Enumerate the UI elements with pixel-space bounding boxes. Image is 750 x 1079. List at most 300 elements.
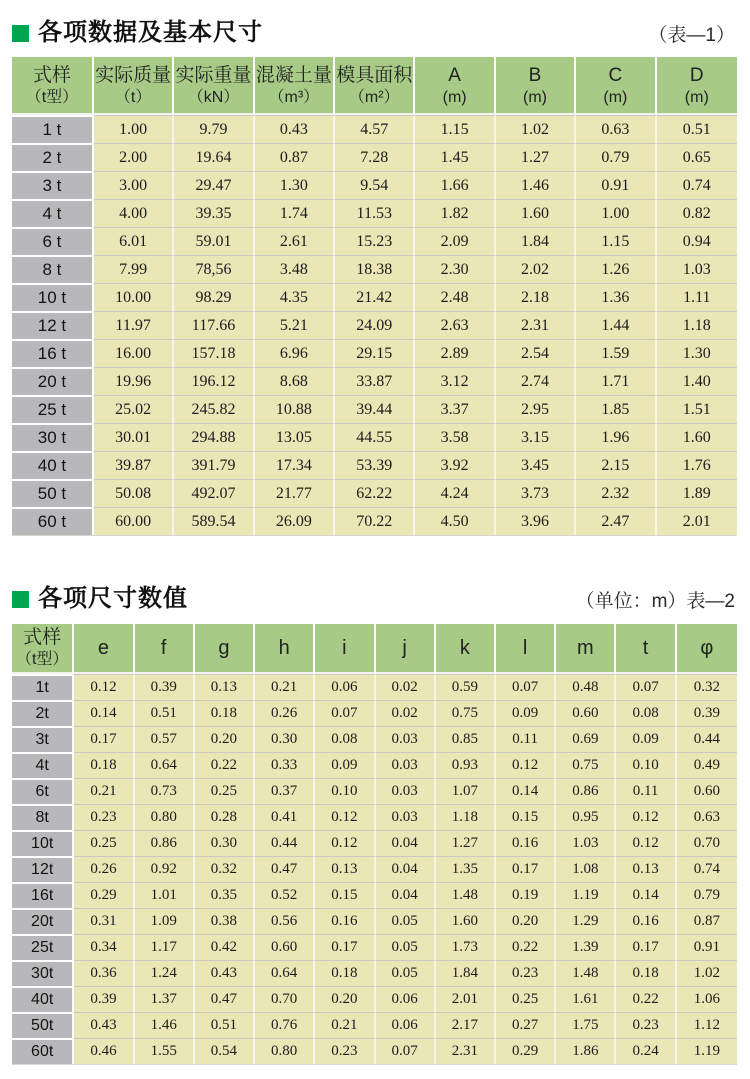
value-cell: 0.54 [195,1038,255,1064]
row-label-cell: 8 t [12,255,94,283]
value-cell: 4.24 [415,479,495,507]
section1-title-row [12,20,735,46]
value-cell: 0.91 [576,171,656,199]
column-header-cell: l [496,624,556,674]
value-cell: 492.07 [174,479,254,507]
value-cell: 0.52 [255,882,315,908]
value-cell: 0.92 [135,856,195,882]
value-cell: 0.32 [195,856,255,882]
value-cell: 0.16 [315,908,375,934]
value-cell: 1.44 [576,311,656,339]
value-cell: 7.99 [94,255,174,283]
value-cell: 19.64 [174,143,254,171]
value-cell: 0.03 [376,804,436,830]
value-cell: 1.46 [135,1012,195,1038]
value-cell: 3.48 [255,255,335,283]
value-cell: 1.59 [576,339,656,367]
table-row [12,778,737,804]
table-row [12,311,737,339]
value-cell: 1.30 [255,171,335,199]
value-cell: 0.25 [74,830,134,856]
value-cell: 0.15 [315,882,375,908]
value-cell: 19.96 [94,367,174,395]
table-row [12,479,737,507]
value-cell: 0.14 [496,778,556,804]
value-cell: 1.55 [135,1038,195,1064]
value-cell: 0.91 [677,934,737,960]
value-cell: 0.12 [315,830,375,856]
section2-title: 各项尺寸数值 [38,585,188,613]
value-cell: 1.24 [135,960,195,986]
value-cell: 0.95 [556,804,616,830]
value-cell: 6.01 [94,227,174,255]
value-cell: 24.09 [335,311,415,339]
value-cell: 0.07 [315,700,375,726]
value-cell: 0.07 [496,674,556,700]
value-cell: 0.10 [616,752,676,778]
row-label-cell: 10t [12,830,74,856]
table-row [12,507,737,535]
value-cell: 1.85 [576,395,656,423]
row-label-cell: 50 t [12,479,94,507]
value-cell: 0.20 [195,726,255,752]
value-cell: 1.48 [436,882,496,908]
table-row [12,451,737,479]
table-row [12,1012,737,1038]
table-row [12,700,737,726]
value-cell: 0.20 [496,908,556,934]
column-header-cell: C (m) [576,57,656,115]
value-cell: 0.43 [255,115,335,143]
table-row [12,115,737,143]
value-cell: 0.17 [496,856,556,882]
table-row [12,199,737,227]
value-cell: 0.46 [74,1038,134,1064]
value-cell: 0.09 [496,700,556,726]
column-header-cell: t [616,624,676,674]
value-cell: 1.30 [657,339,737,367]
value-cell: 0.94 [657,227,737,255]
column-header-cell: i [315,624,375,674]
value-cell: 2.15 [576,451,656,479]
value-cell: 0.47 [195,986,255,1012]
value-cell: 3.96 [496,507,576,535]
value-cell: 0.23 [315,1038,375,1064]
value-cell: 0.18 [616,960,676,986]
value-cell: 53.39 [335,451,415,479]
column-header-cell: g [195,624,255,674]
value-cell: 1.19 [677,1038,737,1064]
value-cell: 1.02 [496,115,576,143]
column-header-cell: m [556,624,616,674]
value-cell: 0.30 [195,830,255,856]
value-cell: 59.01 [174,227,254,255]
value-cell: 10.88 [255,395,335,423]
table-row [12,1038,737,1064]
value-cell: 0.38 [195,908,255,934]
value-cell: 0.60 [556,700,616,726]
table1-header [12,57,737,115]
value-cell: 0.44 [255,830,315,856]
value-cell: 1.26 [576,255,656,283]
row-label-cell: 6t [12,778,74,804]
value-cell: 0.57 [135,726,195,752]
table-row [12,934,737,960]
section2-title-row [12,586,735,612]
value-cell: 0.27 [496,1012,556,1038]
value-cell: 13.05 [255,423,335,451]
column-header-cell: 模具面积 （m²） [335,57,415,115]
value-cell: 2.32 [576,479,656,507]
value-cell: 2.00 [94,143,174,171]
value-cell: 1.06 [677,986,737,1012]
value-cell: 11.53 [335,199,415,227]
row-label-cell: 12t [12,856,74,882]
column-header-cell: h [255,624,315,674]
value-cell: 0.75 [556,752,616,778]
value-cell: 62.22 [335,479,415,507]
value-cell: 0.28 [195,804,255,830]
value-cell: 0.03 [376,726,436,752]
value-cell: 0.22 [496,934,556,960]
value-cell: 1.51 [657,395,737,423]
value-cell: 0.33 [255,752,315,778]
value-cell: 7.28 [335,143,415,171]
value-cell: 1.84 [496,227,576,255]
value-cell: 117.66 [174,311,254,339]
value-cell: 1.27 [436,830,496,856]
value-cell: 1.01 [135,882,195,908]
table-row [12,726,737,752]
value-cell: 4.50 [415,507,495,535]
value-cell: 0.29 [496,1038,556,1064]
value-cell: 0.02 [376,674,436,700]
column-header-cell: D (m) [657,57,737,115]
value-cell: 0.49 [677,752,737,778]
value-cell: 0.29 [74,882,134,908]
value-cell: 0.44 [677,726,737,752]
value-cell: 245.82 [174,395,254,423]
value-cell: 0.86 [556,778,616,804]
row-label-cell: 4t [12,752,74,778]
value-cell: 8.68 [255,367,335,395]
basic-dimensions-table [12,57,737,536]
row-label-cell: 1t [12,674,74,700]
value-cell: 0.04 [376,882,436,908]
value-cell: 1.48 [556,960,616,986]
value-cell: 0.70 [255,986,315,1012]
value-cell: 0.11 [496,726,556,752]
value-cell: 25.02 [94,395,174,423]
value-cell: 1.18 [436,804,496,830]
table-row [12,830,737,856]
value-cell: 1.00 [576,199,656,227]
green-square-icon [12,25,29,42]
table-row [12,856,737,882]
value-cell: 0.18 [315,960,375,986]
value-cell: 4.35 [255,283,335,311]
value-cell: 1.61 [556,986,616,1012]
value-cell: 1.60 [657,423,737,451]
table-row [12,395,737,423]
table-row [12,255,737,283]
value-cell: 2.17 [436,1012,496,1038]
value-cell: 0.74 [677,856,737,882]
value-cell: 1.17 [135,934,195,960]
value-cell: 0.04 [376,856,436,882]
value-cell: 589.54 [174,507,254,535]
value-cell: 0.11 [616,778,676,804]
value-cell: 1.07 [436,778,496,804]
table1-body [12,115,737,535]
value-cell: 0.35 [195,882,255,908]
value-cell: 2.09 [415,227,495,255]
table-row [12,283,737,311]
value-cell: 0.06 [376,1012,436,1038]
table-row [12,986,737,1012]
value-cell: 26.09 [255,507,335,535]
value-cell: 0.22 [616,986,676,1012]
column-header-cell: k [436,624,496,674]
value-cell: 0.42 [195,934,255,960]
value-cell: 0.24 [616,1038,676,1064]
value-cell: 1.27 [496,143,576,171]
value-cell: 16.00 [94,339,174,367]
value-cell: 2.18 [496,283,576,311]
value-cell: 1.35 [436,856,496,882]
value-cell: 0.36 [74,960,134,986]
value-cell: 0.12 [315,804,375,830]
value-cell: 1.09 [135,908,195,934]
value-cell: 0.39 [677,700,737,726]
value-cell: 0.82 [657,199,737,227]
value-cell: 2.01 [436,986,496,1012]
value-cell: 0.23 [74,804,134,830]
table-row [12,171,737,199]
value-cell: 15.23 [335,227,415,255]
table-row [12,339,737,367]
value-cell: 21.77 [255,479,335,507]
table1-tag: （表—1） [648,24,735,46]
table-row [12,423,737,451]
value-cell: 2.54 [496,339,576,367]
section-dimension-values [12,586,737,1064]
value-cell: 60.00 [94,507,174,535]
value-cell: 1.37 [135,986,195,1012]
value-cell: 0.51 [195,1012,255,1038]
row-label-cell: 20t [12,908,74,934]
table2-header [12,624,737,674]
value-cell: 2.61 [255,227,335,255]
value-cell: 18.38 [335,255,415,283]
value-cell: 0.59 [436,674,496,700]
value-cell: 29.15 [335,339,415,367]
value-cell: 0.80 [135,804,195,830]
value-cell: 294.88 [174,423,254,451]
column-header-cell: 式样 （t型） [12,57,94,115]
value-cell: 1.12 [677,1012,737,1038]
value-cell: 0.18 [195,700,255,726]
row-label-cell: 6 t [12,227,94,255]
value-cell: 0.17 [74,726,134,752]
value-cell: 44.55 [335,423,415,451]
row-label-cell: 20 t [12,367,94,395]
value-cell: 1.86 [556,1038,616,1064]
value-cell: 0.22 [195,752,255,778]
value-cell: 2.31 [436,1038,496,1064]
value-cell: 0.26 [74,856,134,882]
value-cell: 0.13 [195,674,255,700]
value-cell: 1.76 [657,451,737,479]
value-cell: 0.06 [376,986,436,1012]
value-cell: 0.23 [616,1012,676,1038]
value-cell: 0.06 [315,674,375,700]
value-cell: 0.13 [616,856,676,882]
value-cell: 2.74 [496,367,576,395]
value-cell: 0.21 [74,778,134,804]
row-label-cell: 60 t [12,507,94,535]
value-cell: 50.08 [94,479,174,507]
value-cell: 9.54 [335,171,415,199]
row-label-cell: 1 t [12,115,94,143]
value-cell: 39.35 [174,199,254,227]
value-cell: 30.01 [94,423,174,451]
value-cell: 1.46 [496,171,576,199]
value-cell: 9.79 [174,115,254,143]
value-cell: 0.16 [616,908,676,934]
value-cell: 3.73 [496,479,576,507]
value-cell: 196.12 [174,367,254,395]
value-cell: 157.18 [174,339,254,367]
value-cell: 0.47 [255,856,315,882]
value-cell: 33.87 [335,367,415,395]
value-cell: 0.05 [376,908,436,934]
value-cell: 3.15 [496,423,576,451]
value-cell: 2.01 [657,507,737,535]
column-header-cell: 式样 （t型） [12,624,74,674]
value-cell: 0.03 [376,752,436,778]
section1-title: 各项数据及基本尺寸 [38,19,263,46]
value-cell: 0.09 [315,752,375,778]
table-row [12,143,737,171]
table2-tag: （单位：m）表—2 [575,590,735,612]
row-label-cell: 60t [12,1038,74,1064]
value-cell: 0.39 [74,986,134,1012]
column-header-cell: f [135,624,195,674]
column-header-cell: 实际重量 （kN） [174,57,254,115]
value-cell: 2.30 [415,255,495,283]
value-cell: 0.76 [255,1012,315,1038]
value-cell: 0.05 [376,934,436,960]
column-header-cell: 实际质量 （t） [94,57,174,115]
value-cell: 0.74 [657,171,737,199]
value-cell: 0.17 [616,934,676,960]
value-cell: 1.45 [415,143,495,171]
value-cell: 0.07 [616,674,676,700]
row-label-cell: 25t [12,934,74,960]
value-cell: 0.26 [255,700,315,726]
value-cell: 0.09 [616,726,676,752]
value-cell: 11.97 [94,311,174,339]
value-cell: 0.73 [135,778,195,804]
column-header-cell: A (m) [415,57,495,115]
value-cell: 3.37 [415,395,495,423]
column-header-cell: φ [677,624,737,674]
value-cell: 3.45 [496,451,576,479]
value-cell: 0.16 [496,830,556,856]
value-cell: 1.82 [415,199,495,227]
value-cell: 2.48 [415,283,495,311]
row-label-cell: 40 t [12,451,94,479]
value-cell: 0.87 [255,143,335,171]
value-cell: 0.13 [315,856,375,882]
value-cell: 0.25 [496,986,556,1012]
row-label-cell: 50t [12,1012,74,1038]
value-cell: 0.12 [616,830,676,856]
value-cell: 29.47 [174,171,254,199]
value-cell: 0.56 [255,908,315,934]
value-cell: 4.00 [94,199,174,227]
column-header-cell: B (m) [496,57,576,115]
value-cell: 1.39 [556,934,616,960]
value-cell: 0.30 [255,726,315,752]
value-cell: 0.85 [436,726,496,752]
value-cell: 0.51 [135,700,195,726]
value-cell: 0.07 [376,1038,436,1064]
column-header-cell: e [74,624,134,674]
table2-body [12,674,737,1064]
value-cell: 39.44 [335,395,415,423]
value-cell: 0.20 [315,986,375,1012]
value-cell: 1.71 [576,367,656,395]
value-cell: 391.79 [174,451,254,479]
value-cell: 2.89 [415,339,495,367]
dimension-values-table [12,624,737,1065]
value-cell: 0.60 [255,934,315,960]
row-label-cell: 2t [12,700,74,726]
row-label-cell: 4 t [12,199,94,227]
value-cell: 4.57 [335,115,415,143]
table-row [12,227,737,255]
value-cell: 0.12 [616,804,676,830]
value-cell: 1.60 [436,908,496,934]
header-row [12,57,737,115]
value-cell: 1.18 [657,311,737,339]
value-cell: 1.19 [556,882,616,908]
value-cell: 2.63 [415,311,495,339]
column-header-cell: j [376,624,436,674]
value-cell: 0.65 [657,143,737,171]
value-cell: 0.34 [74,934,134,960]
column-header-cell: 混凝土量 （m³） [255,57,335,115]
row-label-cell: 3 t [12,171,94,199]
value-cell: 98.29 [174,283,254,311]
value-cell: 1.60 [496,199,576,227]
value-cell: 0.86 [135,830,195,856]
row-label-cell: 30t [12,960,74,986]
value-cell: 0.37 [255,778,315,804]
value-cell: 2.02 [496,255,576,283]
value-cell: 0.60 [677,778,737,804]
value-cell: 1.29 [556,908,616,934]
value-cell: 0.79 [576,143,656,171]
value-cell: 21.42 [335,283,415,311]
value-cell: 0.19 [496,882,556,908]
value-cell: 3.00 [94,171,174,199]
row-label-cell: 25 t [12,395,94,423]
table-row [12,367,737,395]
value-cell: 0.79 [677,882,737,908]
